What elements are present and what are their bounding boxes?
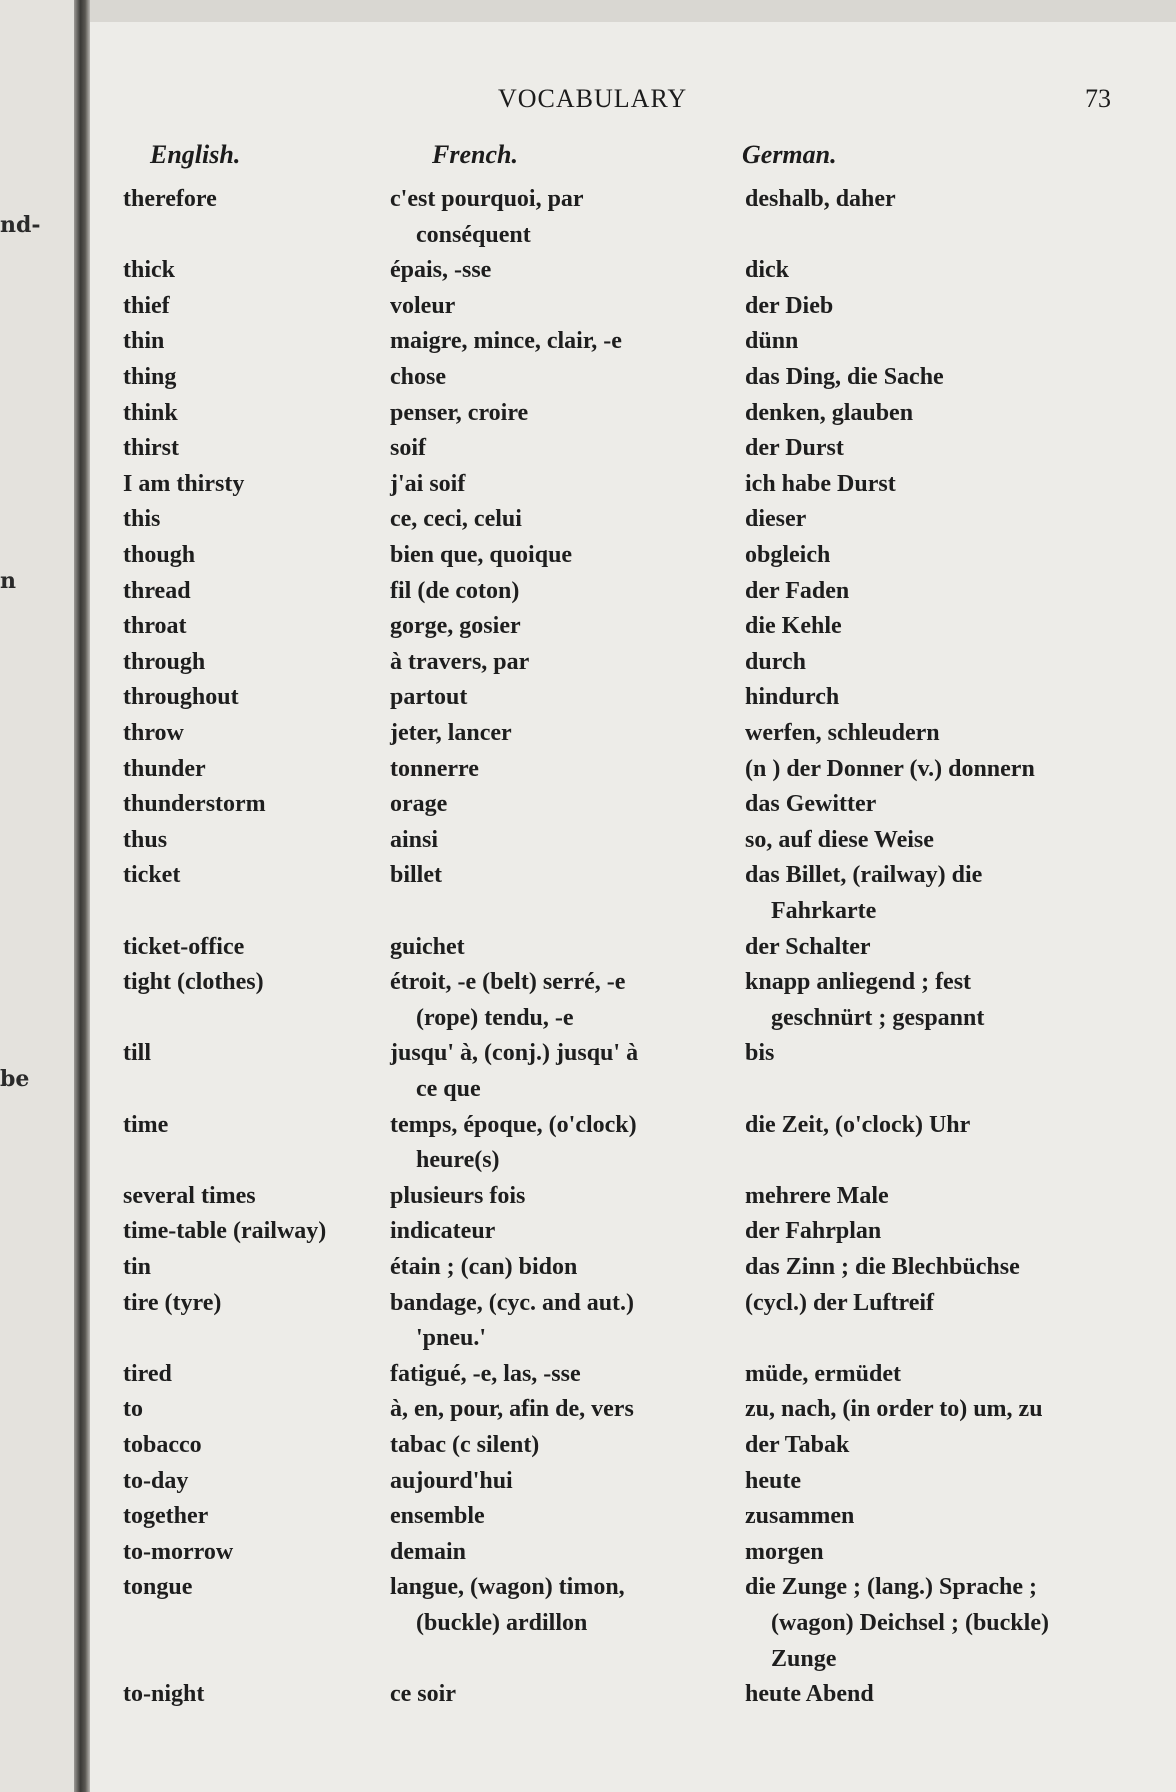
french-translation — [390, 1357, 720, 1393]
french-translation-line: maigre, mince, clair, -e — [390, 328, 622, 355]
english-term-line: several times — [123, 1182, 256, 1209]
vocabulary-entry — [90, 1464, 1176, 1500]
german-translation-line: (cycl.) der Luftreif — [745, 1289, 935, 1316]
english-term — [123, 1570, 363, 1606]
english-term — [123, 502, 363, 538]
english-term — [123, 182, 363, 218]
german-translation-line: Zunge — [771, 1645, 837, 1672]
german-translation — [745, 1250, 1165, 1286]
french-translation — [390, 182, 720, 253]
vocabulary-entry — [90, 716, 1176, 752]
german-translation — [745, 752, 1165, 788]
vocabulary-entry — [90, 1428, 1176, 1464]
german-translation-line: so, auf diese Weise — [745, 826, 934, 853]
german-translation-line: (wagon) Deichsel ; (buckle) — [771, 1609, 1049, 1636]
german-translation — [745, 1428, 1165, 1464]
english-term — [123, 716, 363, 752]
german-translation-line: deshalb, daher — [745, 186, 896, 212]
english-term-line: this — [123, 506, 161, 533]
english-term — [123, 609, 363, 645]
english-term-line: thus — [123, 826, 168, 853]
english-term-line: together — [123, 1503, 209, 1530]
vocabulary-entry — [90, 1357, 1176, 1393]
german-translation-line: der Fahrplan — [745, 1218, 882, 1245]
german-translation-line: die Kehle — [745, 613, 842, 640]
german-translation-line: heute Abend — [745, 1681, 874, 1708]
french-translation-line: bandage, (cyc. and aut.) — [390, 1289, 635, 1316]
german-translation — [745, 680, 1165, 716]
running-header: VOCABULARY — [498, 84, 688, 113]
german-translation-line: mehrere Male — [745, 1182, 889, 1209]
english-term-line: thirst — [123, 435, 179, 462]
french-translation — [390, 1535, 720, 1571]
english-term — [123, 1036, 363, 1072]
french-translation-line: 'pneu.' — [416, 1325, 487, 1352]
english-term-line: tin — [123, 1254, 152, 1280]
french-translation — [390, 1464, 720, 1500]
english-term-line: till — [123, 1040, 151, 1067]
page-number: 73 — [1085, 84, 1111, 113]
vocabulary-entry — [90, 645, 1176, 681]
english-term — [123, 1677, 363, 1713]
english-term-line: tire (tyre) — [123, 1289, 222, 1316]
german-translation-line: zusammen — [745, 1503, 855, 1530]
french-translation — [390, 645, 720, 681]
column-header-german: German. — [742, 140, 837, 169]
french-translation-line: fatigué, -e, las, -sse — [390, 1360, 581, 1387]
vocabulary-entry — [90, 574, 1176, 610]
german-translation — [745, 823, 1165, 859]
french-translation — [390, 1392, 720, 1428]
facing-page-fragment: nd- — [0, 212, 41, 238]
french-translation — [390, 1677, 720, 1713]
german-translation — [745, 1108, 1165, 1144]
german-translation — [745, 1036, 1165, 1072]
english-term — [123, 396, 363, 432]
english-term-line: to-night — [123, 1681, 205, 1708]
english-term — [123, 823, 363, 859]
french-translation-line: à, en, pour, afin de, vers — [390, 1396, 634, 1423]
french-translation-line: bien que, quoique — [390, 542, 573, 568]
english-term-line: think — [123, 399, 178, 426]
english-term-line: to — [123, 1396, 143, 1423]
english-term-line: throughout — [123, 684, 239, 711]
english-term — [123, 1357, 363, 1393]
vocabulary-entry — [90, 1570, 1176, 1677]
german-translation — [745, 930, 1165, 966]
column-header-english: English. — [150, 140, 241, 169]
page-header — [90, 84, 1176, 124]
vocabulary-entry — [90, 431, 1176, 467]
english-term — [123, 787, 363, 823]
french-translation-line: ce soir — [390, 1681, 456, 1708]
german-translation-line: heute — [745, 1467, 801, 1494]
french-translation — [390, 360, 720, 396]
english-term — [123, 645, 363, 681]
english-term — [123, 360, 363, 396]
german-translation — [745, 182, 1165, 218]
vocabulary-entry — [90, 324, 1176, 360]
english-term-line: thunderstorm — [123, 791, 266, 818]
english-term-line: to-morrow — [123, 1538, 234, 1565]
vocabulary-entry — [90, 289, 1176, 325]
vocabulary-entry — [90, 1214, 1176, 1250]
german-translation-line: geschnürt ; gespannt — [771, 1004, 985, 1031]
english-term — [123, 289, 363, 325]
english-term-line: throw — [123, 720, 184, 746]
german-translation-line: dieser — [745, 506, 807, 533]
german-translation — [745, 1286, 1165, 1322]
german-translation-line: der Schalter — [745, 933, 871, 960]
french-translation-line: temps, époque, (o'clock) — [390, 1111, 637, 1138]
vocabulary-entry — [90, 930, 1176, 966]
vocabulary-entry — [90, 396, 1176, 432]
french-translation-line: à travers, par — [390, 648, 530, 675]
french-translation — [390, 1214, 720, 1250]
french-translation — [390, 1250, 720, 1286]
english-term-line: ticket — [123, 862, 181, 889]
french-translation-line: chose — [390, 364, 446, 390]
english-term-line: thief — [123, 292, 170, 319]
vocabulary-entry — [90, 680, 1176, 716]
english-term — [123, 1214, 363, 1250]
french-translation-line: soif — [390, 435, 426, 462]
french-translation-line: ce que — [416, 1075, 481, 1102]
vocabulary-entry — [90, 1179, 1176, 1215]
french-translation-line: (rope) tendu, -e — [416, 1004, 574, 1031]
english-term — [123, 253, 363, 289]
german-translation-line: hindurch — [745, 684, 840, 711]
french-translation-line: ensemble — [390, 1503, 485, 1530]
facing-page-fragment: n — [0, 568, 16, 594]
vocabulary-entry — [90, 1677, 1176, 1713]
french-translation-line: heure(s) — [416, 1147, 500, 1174]
vocabulary-entry — [90, 467, 1176, 503]
english-term-line: ticket-office — [123, 933, 245, 960]
french-translation-line: (buckle) ardillon — [416, 1609, 588, 1636]
german-translation-line: die Zeit, (o'clock) Uhr — [745, 1111, 971, 1138]
vocabulary-entry — [90, 1286, 1176, 1357]
german-translation — [745, 467, 1165, 503]
french-translation — [390, 823, 720, 859]
german-translation-line: denken, glauben — [745, 399, 914, 426]
german-translation — [745, 1570, 1165, 1677]
english-term — [123, 1535, 363, 1571]
german-translation-line: das Ding, die Sache — [745, 364, 944, 390]
french-translation-line: guichet — [390, 933, 465, 960]
german-translation — [745, 1392, 1165, 1428]
english-term-line: to-day — [123, 1467, 189, 1494]
french-translation — [390, 431, 720, 467]
french-translation-line: partout — [390, 684, 468, 711]
english-term — [123, 431, 363, 467]
german-translation-line: müde, ermüdet — [745, 1360, 901, 1387]
french-translation — [390, 609, 720, 645]
german-translation — [745, 289, 1165, 325]
french-translation — [390, 752, 720, 788]
german-translation — [745, 324, 1165, 360]
german-translation — [745, 858, 1165, 929]
french-translation — [390, 1570, 720, 1641]
english-term-line: tongue — [123, 1574, 193, 1601]
french-translation-line: langue, (wagon) timon, — [390, 1574, 625, 1601]
french-translation-line: j'ai soif — [390, 470, 466, 497]
french-translation — [390, 1036, 720, 1107]
german-translation — [745, 1214, 1165, 1250]
english-term-line: time-table (railway) — [123, 1218, 327, 1245]
french-translation-line: jeter, lancer — [390, 720, 512, 746]
german-translation — [745, 716, 1165, 752]
french-translation-line: c'est pourquoi, par — [390, 186, 584, 212]
german-translation-line: dünn — [745, 328, 799, 355]
english-term — [123, 858, 363, 894]
german-translation — [745, 609, 1165, 645]
german-translation — [745, 360, 1165, 396]
english-term-line: though — [123, 542, 196, 568]
german-translation-line: der Dieb — [745, 292, 834, 319]
german-translation-line: Fahrkarte — [771, 897, 877, 924]
english-term — [123, 1464, 363, 1500]
vocabulary-entry — [90, 1250, 1176, 1286]
vocabulary-entry — [90, 1535, 1176, 1571]
french-translation — [390, 289, 720, 325]
german-translation — [745, 1357, 1165, 1393]
english-term-line: time — [123, 1111, 169, 1138]
german-translation-line: bis — [745, 1040, 775, 1067]
german-translation — [745, 538, 1165, 574]
vocabulary-entry — [90, 609, 1176, 645]
french-translation — [390, 1499, 720, 1535]
german-translation — [745, 965, 1165, 1036]
english-term-line: thread — [123, 577, 191, 604]
german-translation — [745, 1499, 1165, 1535]
french-translation-line: aujourd'hui — [390, 1467, 513, 1494]
facing-page-fragment: be — [0, 1066, 30, 1092]
vocabulary-entry — [90, 787, 1176, 823]
english-term — [123, 1428, 363, 1464]
german-translation-line: die Zunge ; (lang.) Sprache ; — [745, 1574, 1038, 1601]
german-translation — [745, 1464, 1165, 1500]
french-translation — [390, 538, 720, 574]
english-term — [123, 752, 363, 788]
german-translation — [745, 431, 1165, 467]
french-translation — [390, 930, 720, 966]
french-translation — [390, 324, 720, 360]
english-term-line: through — [123, 648, 206, 675]
english-term — [123, 930, 363, 966]
german-translation — [745, 502, 1165, 538]
english-term-line: I am thirsty — [123, 470, 245, 497]
german-translation — [745, 574, 1165, 610]
book-spine — [74, 0, 90, 1792]
french-translation-line: billet — [390, 862, 442, 889]
english-term — [123, 1250, 363, 1286]
french-translation — [390, 574, 720, 610]
french-translation-line: plusieurs fois — [390, 1182, 526, 1209]
german-translation-line: das Billet, (railway) die — [745, 862, 983, 889]
german-translation — [745, 396, 1165, 432]
english-term-line: tired — [123, 1360, 172, 1387]
english-term — [123, 1499, 363, 1535]
german-translation-line: ich habe Durst — [745, 470, 896, 497]
french-translation-line: conséquent — [416, 221, 531, 248]
french-translation — [390, 467, 720, 503]
english-term-line: tight (clothes) — [123, 969, 264, 996]
french-translation-line: penser, croire — [390, 399, 529, 426]
french-translation — [390, 1286, 720, 1357]
vocabulary-entry — [90, 1108, 1176, 1179]
english-term — [123, 1286, 363, 1322]
vocabulary-page — [90, 22, 1176, 1792]
french-translation-line: étain ; (can) bidon — [390, 1254, 578, 1280]
german-translation — [745, 253, 1165, 289]
french-translation — [390, 680, 720, 716]
english-term — [123, 680, 363, 716]
english-term — [123, 1392, 363, 1428]
vocabulary-entry — [90, 1499, 1176, 1535]
german-translation-line: zu, nach, (in order to) um, zu — [745, 1396, 1043, 1423]
german-translation — [745, 1179, 1165, 1215]
vocabulary-entry — [90, 823, 1176, 859]
german-translation — [745, 645, 1165, 681]
english-term-line: thick — [123, 257, 176, 284]
french-translation — [390, 396, 720, 432]
german-translation-line: der Faden — [745, 577, 850, 604]
german-translation-line: (n ) der Donner (v.) donnern — [745, 755, 1035, 782]
english-term — [123, 538, 363, 574]
vocabulary-entry — [90, 538, 1176, 574]
vocabulary-entry — [90, 360, 1176, 396]
german-translation — [745, 1535, 1165, 1571]
english-term — [123, 1108, 363, 1144]
french-translation-line: tabac (c silent) — [390, 1432, 540, 1458]
german-translation-line: dick — [745, 257, 790, 284]
english-term — [123, 965, 363, 1001]
french-translation-line: ce, ceci, celui — [390, 506, 522, 533]
english-term-line: thunder — [123, 755, 206, 782]
english-term-line: throat — [123, 613, 187, 640]
german-translation-line: der Tabak — [745, 1432, 850, 1458]
german-translation — [745, 1677, 1165, 1713]
german-translation-line: obgleich — [745, 542, 831, 568]
french-translation — [390, 716, 720, 752]
french-translation-line: jusqu' à, (conj.) jusqu' à — [390, 1040, 639, 1067]
german-translation-line: das Zinn ; die Blechbüchse — [745, 1254, 1020, 1280]
french-translation — [390, 787, 720, 823]
french-translation — [390, 502, 720, 538]
vocabulary-entry — [90, 182, 1176, 253]
english-term — [123, 467, 363, 503]
vocabulary-entry — [90, 502, 1176, 538]
german-translation-line: morgen — [745, 1538, 824, 1565]
french-translation — [390, 965, 720, 1036]
vocabulary-entry — [90, 858, 1176, 929]
column-header-french: French. — [432, 140, 518, 169]
vocabulary-entry — [90, 253, 1176, 289]
english-term-line: therefore — [123, 186, 217, 212]
french-translation-line: ainsi — [390, 826, 439, 853]
vocabulary-entry — [90, 1392, 1176, 1428]
vocabulary-entry — [90, 965, 1176, 1036]
german-translation — [745, 787, 1165, 823]
french-translation-line: fil (de coton) — [390, 577, 520, 604]
french-translation — [390, 1108, 720, 1179]
french-translation-line: demain — [390, 1538, 467, 1565]
english-term — [123, 1179, 363, 1215]
vocabulary-entry — [90, 1036, 1176, 1107]
vocabulary-entry — [90, 752, 1176, 788]
french-translation-line: indicateur — [390, 1218, 496, 1245]
facing-page-edge — [0, 0, 82, 1792]
german-translation-line: das Gewitter — [745, 791, 877, 818]
english-term-line: thin — [123, 328, 165, 355]
french-translation — [390, 1428, 720, 1464]
french-translation — [390, 1179, 720, 1215]
german-translation-line: der Durst — [745, 435, 844, 462]
french-translation — [390, 253, 720, 289]
french-translation-line: épais, -sse — [390, 257, 492, 284]
english-term — [123, 574, 363, 610]
french-translation-line: tonnerre — [390, 755, 479, 782]
french-translation — [390, 858, 720, 894]
french-translation-line: voleur — [390, 292, 456, 319]
german-translation-line: werfen, schleudern — [745, 720, 940, 746]
french-translation-line: orage — [390, 791, 448, 818]
english-term-line: tobacco — [123, 1432, 202, 1458]
french-translation-line: gorge, gosier — [390, 613, 521, 640]
german-translation-line: knapp anliegend ; fest — [745, 969, 972, 996]
german-translation-line: durch — [745, 648, 806, 675]
english-term — [123, 324, 363, 360]
english-term-line: thing — [123, 364, 177, 390]
french-translation-line: étroit, -e (belt) serré, -e — [390, 969, 626, 996]
